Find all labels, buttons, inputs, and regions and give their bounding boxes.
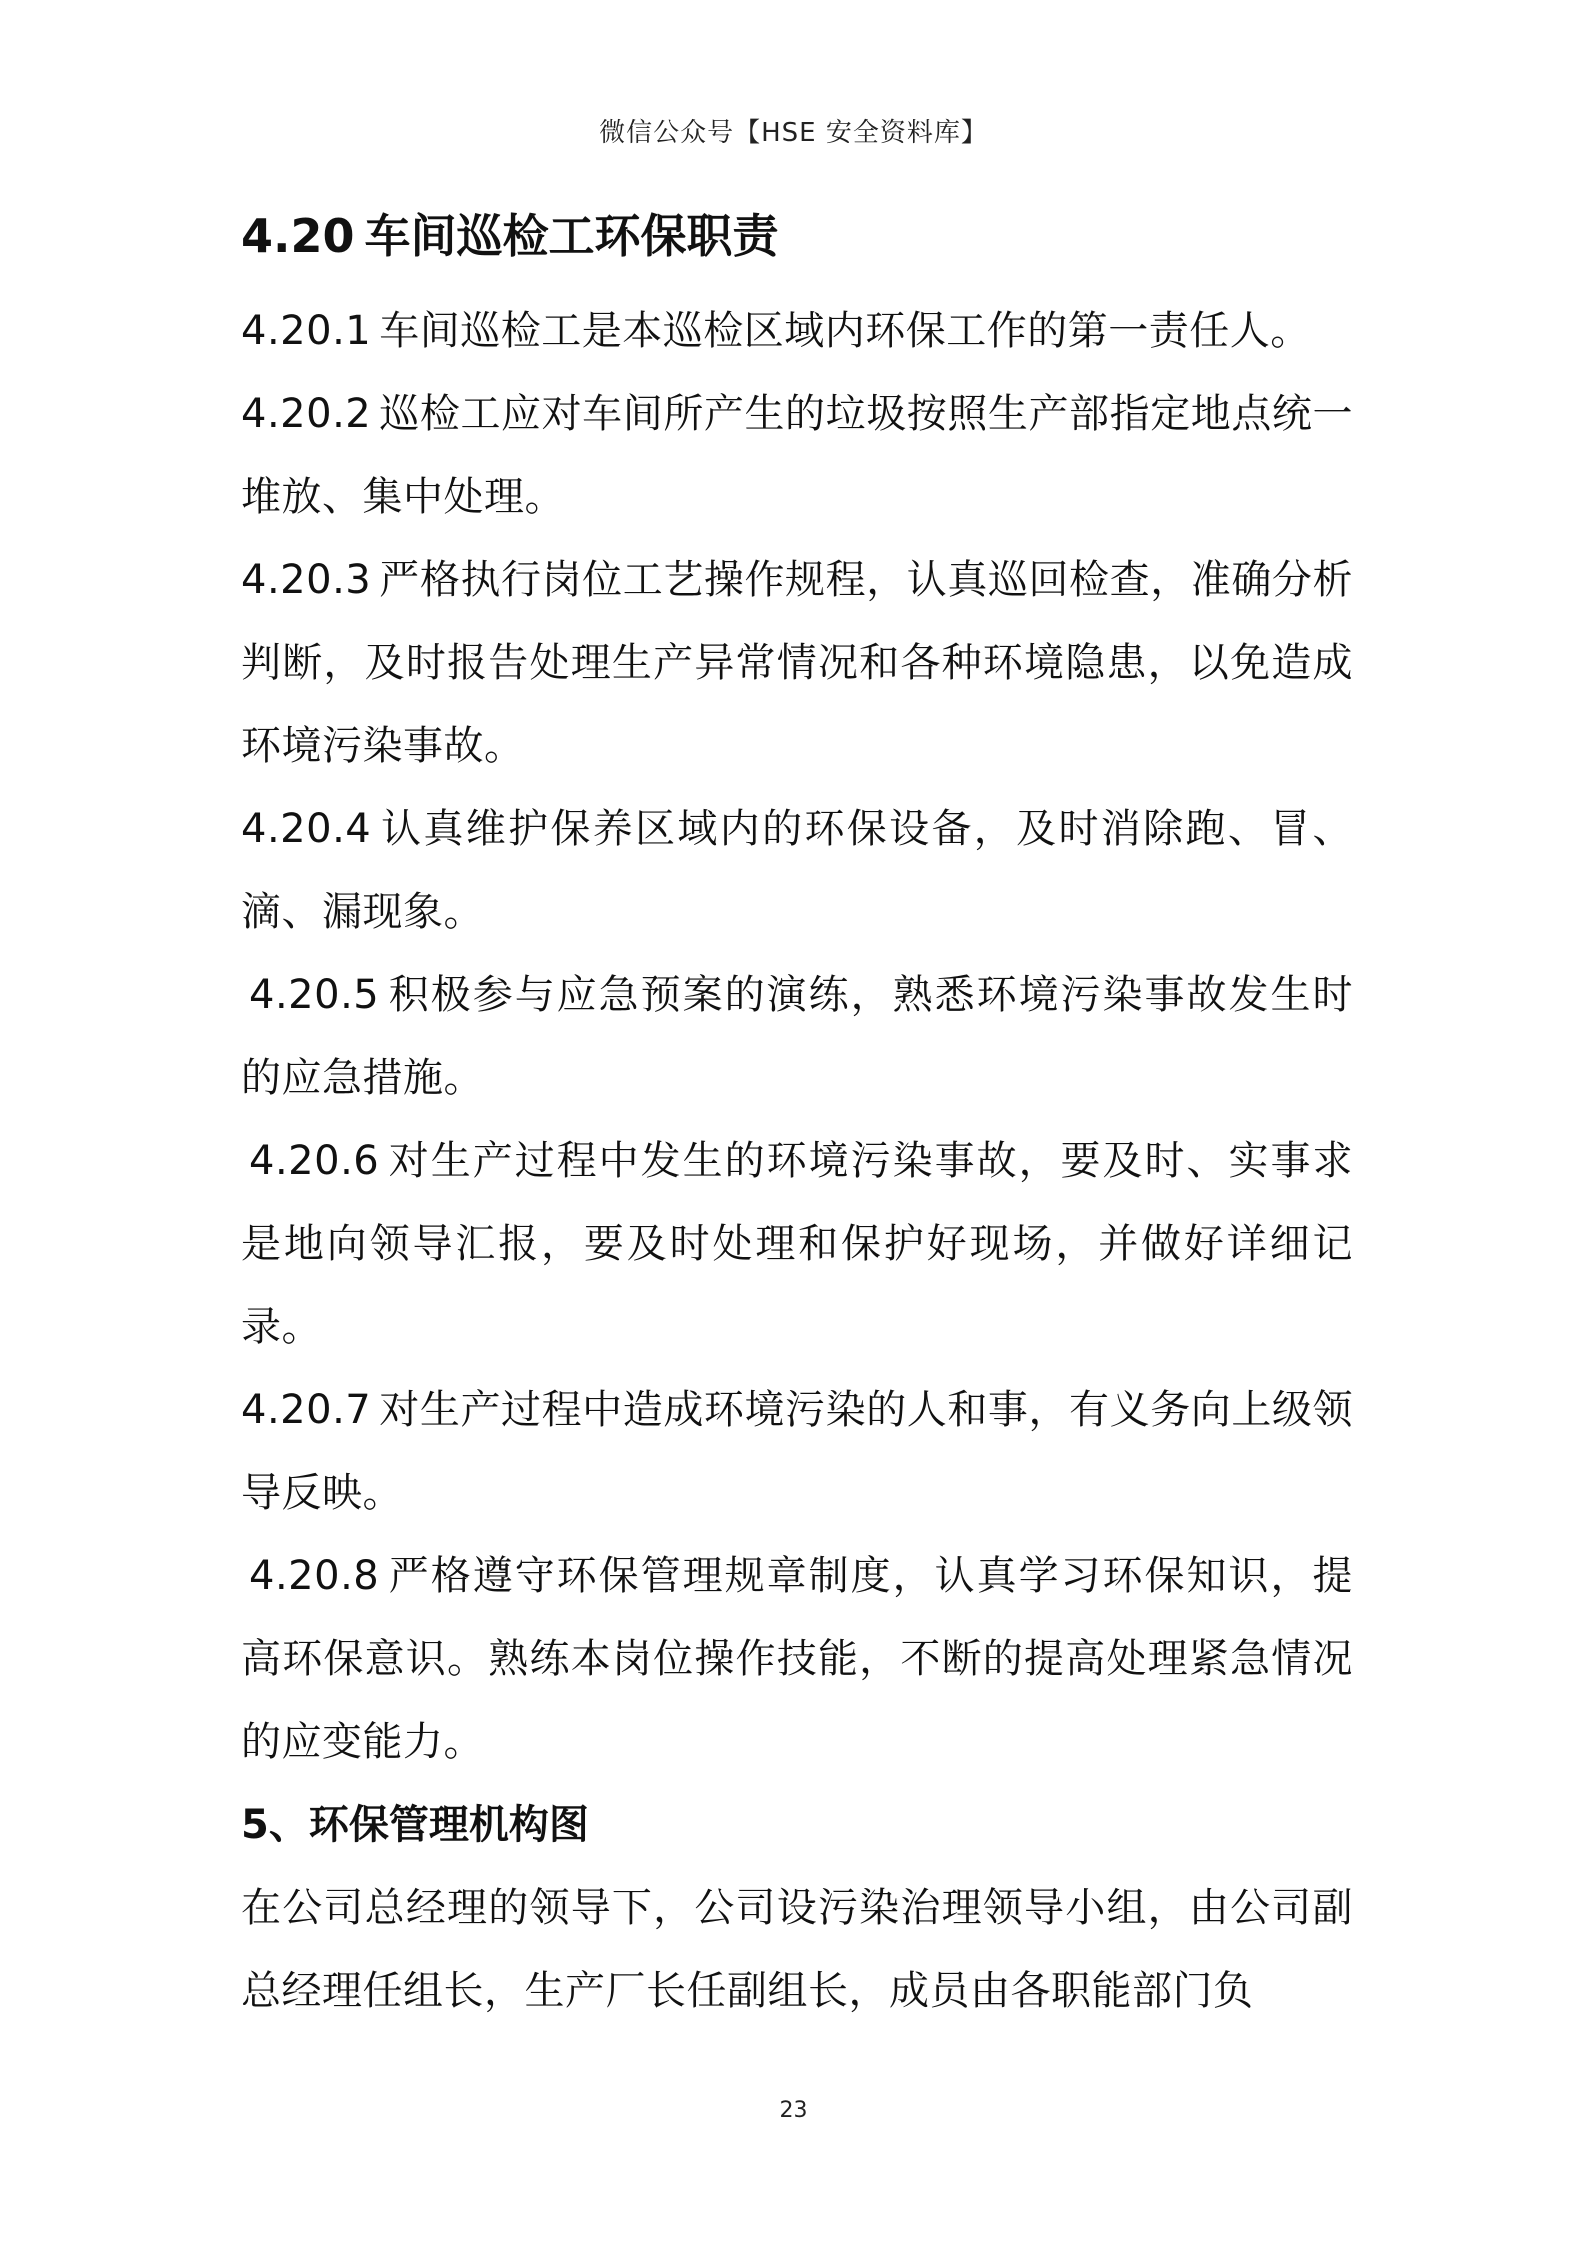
section-5-body: 在公司总经理的领导下，公司设污染治理领导小组，由公司副总经理任组长，生产厂长任副组长，成员由各职能部门负	[241, 1885, 1353, 2014]
item-4-20-2	[241, 373, 1353, 539]
item-4-20-7	[241, 1369, 1353, 1535]
item-text: 对生产过程中造成环境污染的人和事，有义务向上级领导反映。	[241, 1387, 1353, 1516]
item-number: 4.20.6	[249, 1138, 380, 1184]
page-number: 23	[779, 2098, 808, 2123]
item-4-20-5	[241, 954, 1353, 1120]
section-5-heading: 5、环保管理机构图	[241, 1802, 589, 1848]
item-number: 4.20.2	[241, 391, 372, 437]
item-text: 积极参与应急预案的演练，熟悉环境污染事故发生时的应急措施。	[241, 972, 1353, 1101]
item-number: 4.20.3	[241, 557, 372, 603]
section-title-text: 车间巡检工环保职责	[364, 209, 779, 263]
item-number: 4.20.1	[241, 308, 372, 354]
item-4-20-6	[241, 1120, 1353, 1369]
item-number: 4.20.5	[249, 972, 380, 1018]
item-text: 严格执行岗位工艺操作规程，认真巡回检查，准确分析判断，及时报告处理生产异常情况和各种环境隐患，以免造成环境污染事故。	[241, 557, 1353, 769]
item-number: 4.20.8	[249, 1553, 380, 1599]
item-text: 巡检工应对车间所产生的垃圾按照生产部指定地点统一堆放、集中处理。	[241, 391, 1353, 520]
section-number: 4.20	[241, 209, 355, 263]
page-header: 微信公众号【HSE 安全资料库】	[599, 118, 988, 148]
item-4-20-3	[241, 539, 1353, 788]
document-body	[241, 200, 1353, 2033]
item-text: 车间巡检工是本巡检区域内环保工作的第一责任人。	[379, 308, 1311, 354]
section-title	[241, 200, 1353, 272]
item-4-20-1	[241, 290, 1353, 373]
item-text: 严格遵守环保管理规章制度，认真学习环保知识，提高环保意识。熟练本岗位操作技能，不断的提高处理紧急情况的应变能力。	[241, 1553, 1353, 1765]
item-number: 4.20.4	[241, 806, 372, 852]
item-text: 认真维护保养区域内的环保设备，及时消除跑、冒、滴、漏现象。	[241, 806, 1353, 935]
item-4-20-8	[241, 1535, 1353, 1784]
item-4-20-4	[241, 788, 1353, 954]
item-text: 对生产过程中发生的环境污染事故，要及时、实事求是地向领导汇报，要及时处理和保护好现场，并做好详细记录。	[241, 1138, 1353, 1350]
item-number: 4.20.7	[241, 1387, 372, 1433]
